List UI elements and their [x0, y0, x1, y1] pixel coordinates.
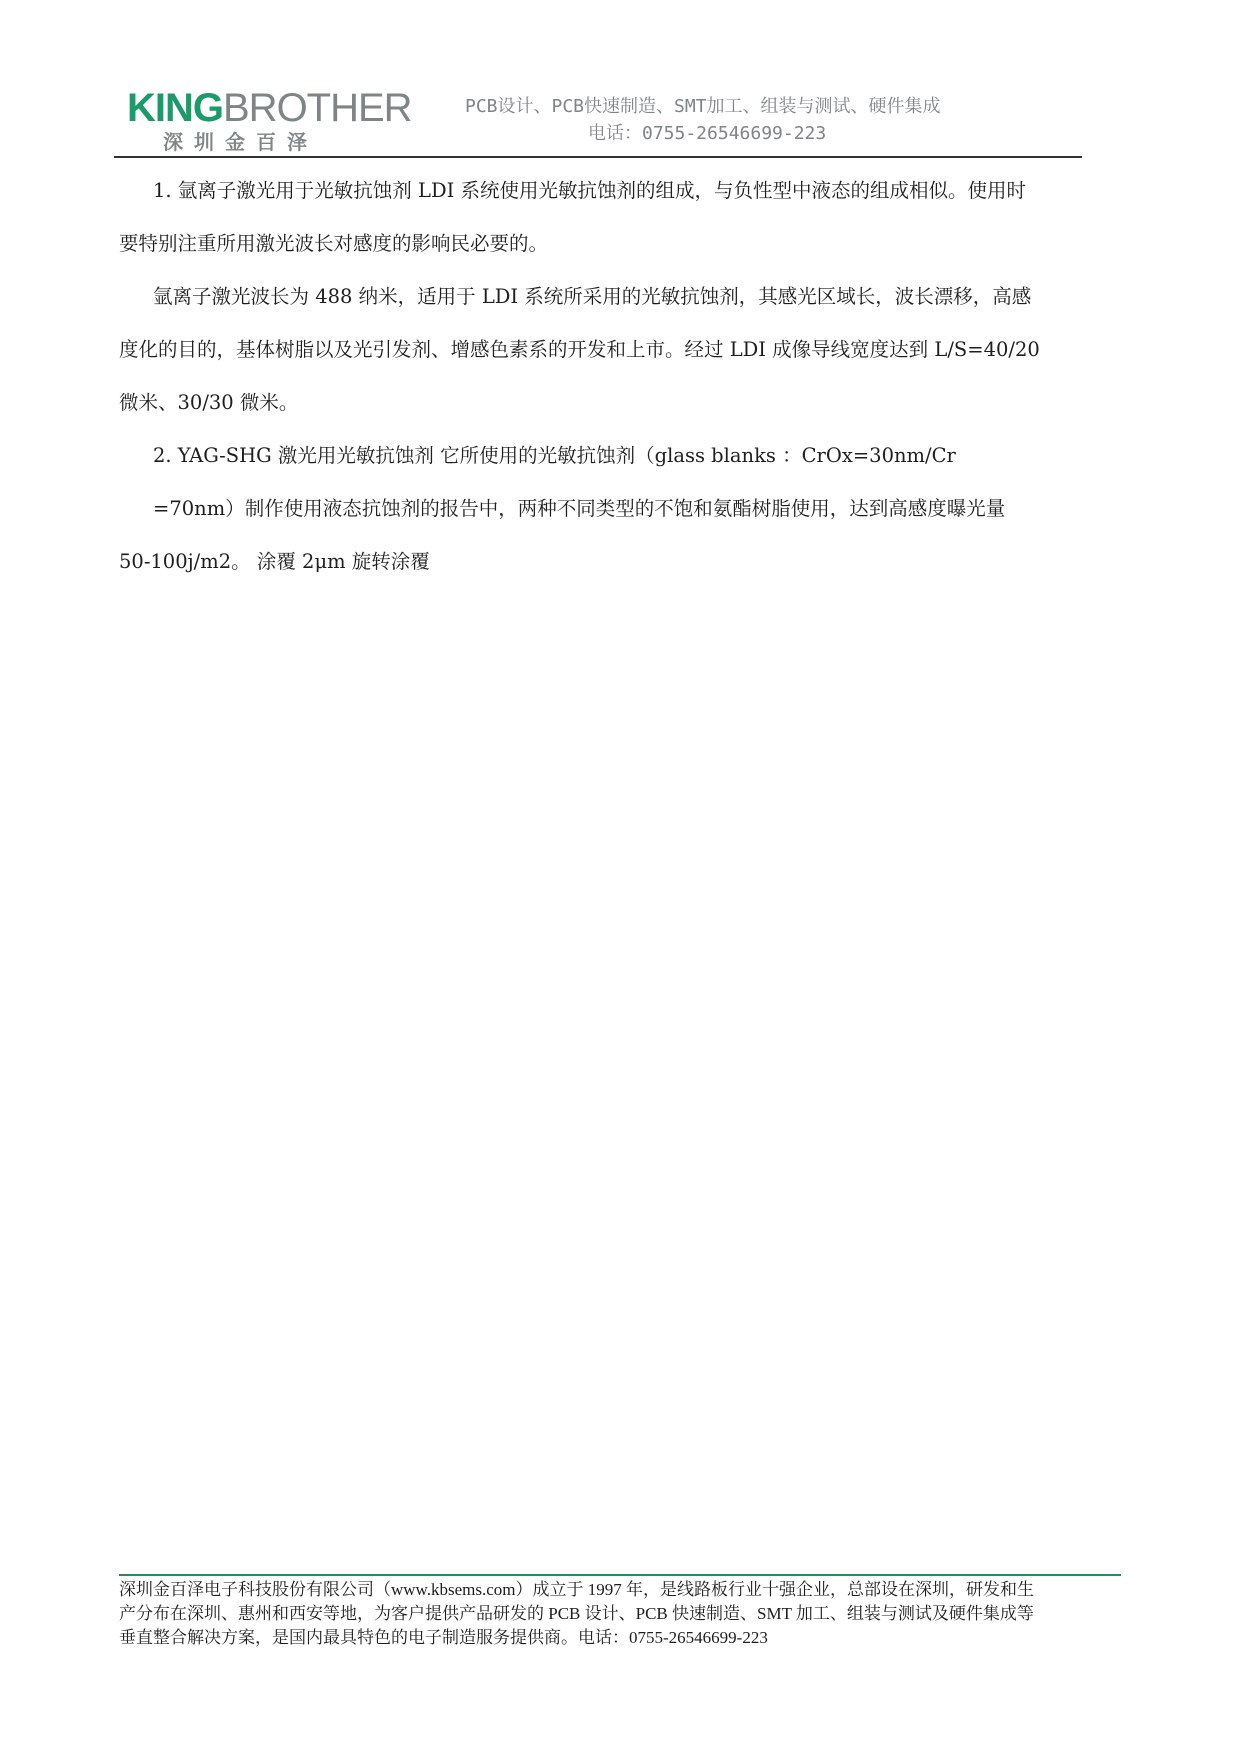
body-line: 要特别注重所用激光波长对感度的影响民必要的。 — [119, 232, 549, 255]
body-line: =70nm）制作使用液态抗蚀剂的报告中，两种不同类型的不饱和氨酯树脂使用，达到高感度曝光量 — [153, 497, 1006, 520]
body-line: 微米、30/30 微米。 — [119, 391, 299, 414]
footer-divider — [119, 1574, 1121, 1576]
body-line: 1. 氩离子激光用于光敏抗蚀剂 LDI 系统使用光敏抗蚀剂的组成，与负性型中液态的组成相似。使用时 — [153, 179, 1026, 202]
footer-line: 产分布在深圳、惠州和西安等地，为客户提供产品研发的 PCB 设计、PCB 快速制造、SMT 加工、组装与测试及硬件集成等 — [119, 1604, 1034, 1623]
header-phone: 电话：0755-26546699-223 — [588, 123, 827, 144]
page-footer — [119, 1578, 1129, 1650]
page-header — [0, 0, 1241, 160]
body-line: 50-100j/m2。 涂覆 2μm 旋转涂覆 — [119, 550, 430, 573]
footer-line: 深圳金百泽电子科技股份有限公司（www.kbsems.com）成立于 1997 年，是线路板行业十强企业，总部设在深圳，研发和生 — [119, 1580, 1034, 1599]
body-line: 2. YAG-SHG 激光用光敏抗蚀剂 它所使用的光敏抗蚀剂（glass blanks ：CrOx=30nm/Cr — [153, 444, 956, 467]
logo-text-brother: BROTHER — [223, 86, 412, 130]
header-divider — [114, 156, 1082, 158]
document-body — [119, 164, 1129, 588]
footer-line: 垂直整合解决方案，是国内最具特色的电子制造服务提供商。电话：0755-26546699-223 — [119, 1628, 768, 1647]
logo-chinese-name: 深圳金百泽 — [163, 130, 318, 154]
body-line: 度化的目的，基体树脂以及光引发剂、增感色素系的开发和上市。经过 LDI 成像导线宽度达到 L/S=40/20 — [119, 338, 1040, 361]
company-logo — [127, 84, 412, 132]
header-slogan: PCB设计、PCB快速制造、SMT加工、组装与测试、硬件集成 — [465, 96, 941, 117]
logo-text-king: KING — [127, 86, 223, 130]
body-line: 氩离子激光波长为 488 纳米，适用于 LDI 系统所采用的光敏抗蚀剂，其感光区域长，波长漂移，高感 — [153, 285, 1032, 308]
